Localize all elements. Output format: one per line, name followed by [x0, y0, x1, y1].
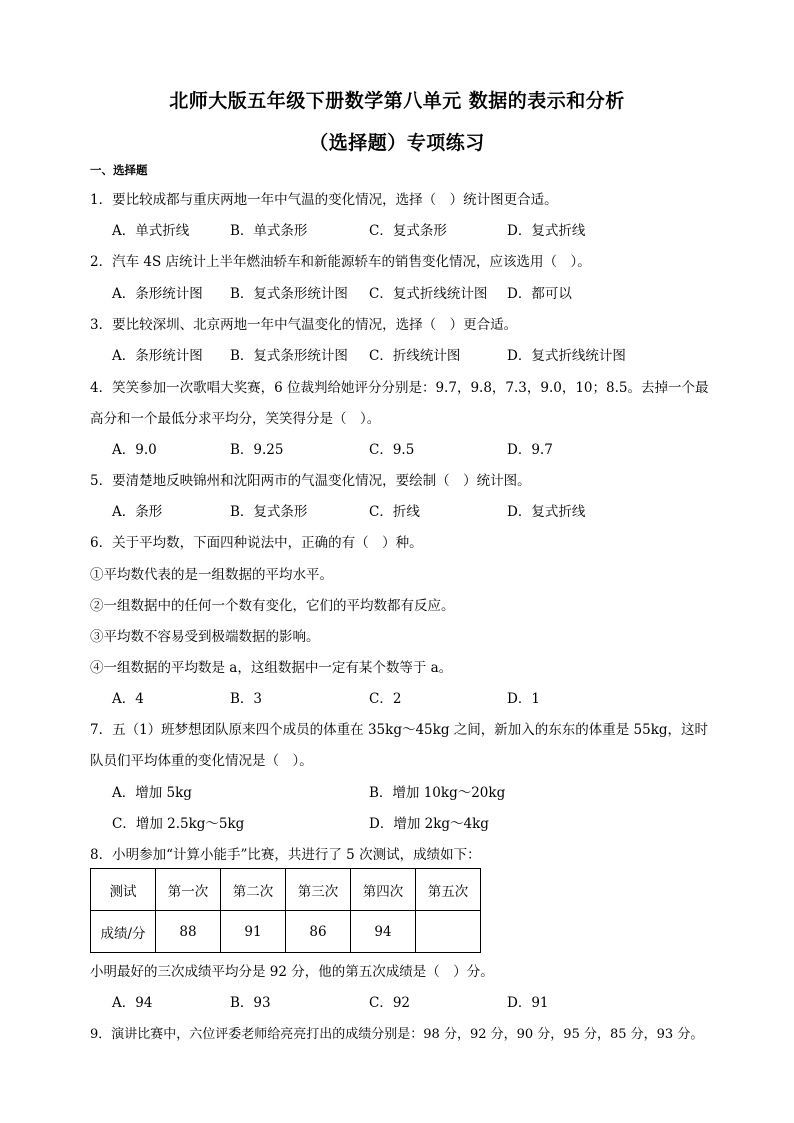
table-header-row — [91, 869, 481, 911]
page-subtitle: （选择题）专项练习 — [309, 132, 485, 154]
table-header-cell: 第三次 — [286, 869, 351, 911]
question-7-option-c: C．增加 2.5kg～5kg — [112, 816, 245, 832]
question-9-stem: 9．演讲比赛中，六位评委老师给亮亮打出的成绩分别是：98 分，92 分，90 分，95 分，85 分，93 分。 — [90, 1027, 704, 1042]
question-7-stem-line2: 队员们平均体重的变化情况是（ ）。 — [90, 753, 313, 769]
table-cell: 94 — [351, 911, 416, 953]
question-8-option-c: C．92 — [369, 995, 411, 1011]
question-4-option-a: A．9.0 — [112, 442, 157, 458]
question-2-option-a: A．条形统计图 — [112, 286, 203, 302]
question-6-option-b: B．3 — [230, 691, 263, 707]
table-header-cell: 第五次 — [416, 869, 481, 911]
question-6-option-d: D．1 — [507, 691, 540, 707]
question-2-option-d: D．都可以 — [507, 286, 572, 302]
table-row — [91, 911, 481, 953]
question-7-option-d: D．增加 2kg～4kg — [369, 816, 489, 832]
question-3-option-a: A．条形统计图 — [112, 348, 203, 364]
question-4-option-b: B．9.25 — [230, 442, 284, 458]
question-6-statement-2: ②一组数据中的任何一个数有变化，它们的平均数都有反应。 — [90, 598, 455, 614]
question-1-option-a: A．单式折线 — [112, 223, 190, 239]
table-header-cell: 第二次 — [221, 869, 286, 911]
table-header-cell: 第四次 — [351, 869, 416, 911]
score-table — [90, 868, 481, 953]
question-1-option-d: D．复式折线 — [507, 223, 586, 239]
question-8-option-d: D．91 — [507, 995, 549, 1011]
question-3-option-b: B．复式条形统计图 — [230, 348, 348, 364]
question-8-option-b: B．93 — [230, 995, 271, 1011]
table-cell: 91 — [221, 911, 286, 953]
table-cell: 88 — [156, 911, 221, 953]
question-3-option-c: C．折线统计图 — [369, 348, 461, 364]
question-6-statement-3: ③平均数不容易受到极端数据的影响。 — [90, 629, 320, 645]
question-7-option-a: A．增加 5kg — [112, 785, 192, 801]
question-2-option-c: C．复式折线统计图 — [369, 286, 488, 302]
question-4-option-d: D．9.7 — [507, 442, 553, 458]
question-4-option-c: C．9.5 — [369, 442, 415, 458]
section-heading: 一、选择题 — [90, 163, 148, 177]
table-cell: 成绩/分 — [91, 911, 156, 953]
table-header-cell: 测试 — [91, 869, 156, 911]
question-5-option-b: B．复式条形 — [230, 504, 308, 520]
table-header-cell: 第一次 — [156, 869, 221, 911]
question-2-option-b: B．复式条形统计图 — [230, 286, 348, 302]
question-3-option-d: D．复式折线统计图 — [507, 348, 626, 364]
question-1-option-b: B．单式条形 — [230, 223, 308, 239]
question-8-followup: 小明最好的三次成绩平均分是 92 分，他的第五次成绩是（ ）分。 — [90, 964, 494, 980]
question-5-option-c: C．折线 — [369, 504, 420, 520]
question-5-option-a: A．条形 — [112, 504, 163, 520]
question-6-statement-4: ④一组数据的平均数是 a，这组数据中一定有某个数等于 a。 — [90, 660, 453, 676]
page-title: 北师大版五年级下册数学第八单元 数据的表示和分析 — [169, 90, 625, 112]
question-2-stem: 2．汽车 4S 店统计上半年燃油轿车和新能源轿车的销售变化情况，应该选用（ ）。 — [90, 254, 591, 270]
question-5-stem: 5．要清楚地反映锦州和沈阳两市的气温变化情况，要绘制（ ）统计图。 — [90, 473, 531, 489]
table-cell-empty — [416, 911, 481, 953]
question-1-option-c: C．复式条形 — [369, 223, 447, 239]
question-8-option-a: A．94 — [112, 995, 153, 1011]
question-8-stem: 8．小明参加“计算小能手”比赛，共进行了 5 次测试，成绩如下： — [90, 847, 481, 863]
question-7-option-b: B．增加 10kg～20kg — [369, 785, 506, 801]
question-6-statement-1: ①平均数代表的是一组数据的平均水平。 — [90, 567, 333, 583]
question-7-stem-line1: 7．五（1）班梦想团队原来四个成员的体重在 35kg～45kg 之间，新加入的东东的体重是 55kg，这时 — [90, 722, 709, 738]
question-1-stem: 1．要比较成都与重庆两地一年中气温的变化情况，选择（ ）统计图更合适。 — [90, 192, 558, 208]
question-6-option-a: A．4 — [112, 691, 144, 707]
question-4-stem-line1: 4．笑笑参加一次歌唱大奖赛，6 位裁判给她评分分别是：9.7，9.8，7.3，9.0，10；8.5。去掉一个最 — [90, 380, 709, 396]
question-5-option-d: D．复式折线 — [507, 504, 586, 520]
question-6-option-c: C．2 — [369, 691, 402, 707]
question-6-stem: 6．关于平均数，下面四种说法中，正确的有（ ）种。 — [90, 535, 423, 551]
question-3-stem: 3．要比较深圳、北京两地一年中气温变化的情况，选择（ ）更合适。 — [90, 317, 518, 333]
question-4-stem-line2: 高分和一个最低分求平均分，笑笑得分是（ ）。 — [90, 411, 381, 427]
table-cell: 86 — [286, 911, 351, 953]
